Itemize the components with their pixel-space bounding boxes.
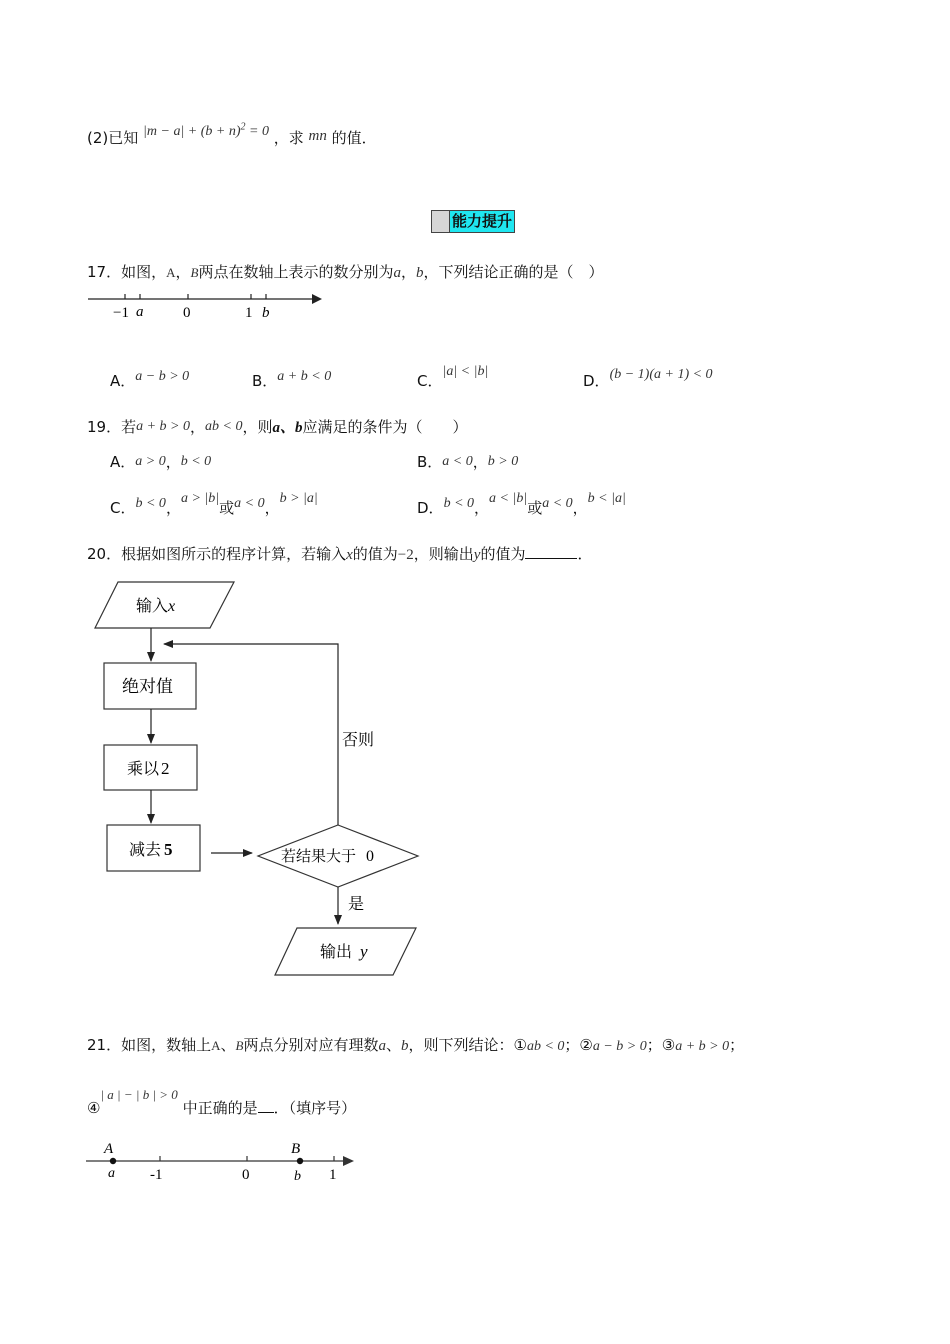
q19-option-a-sep: ， [165,453,181,471]
q21-label-a: a [108,1166,115,1181]
q21-stem-e: ．（填序号） [273,1099,357,1117]
q21-axis-arrow [343,1156,354,1166]
q21-var-b: b [400,1038,409,1054]
flow-output-label: 输出 [320,942,353,961]
flow-mult-label: 乘以 [127,759,160,778]
flow-input-label: 输入 [136,596,169,615]
q21-dun2: 、 [385,1036,401,1054]
q19-option-b-e2: b > 0 [487,454,519,469]
q19-option-c-sep1: ， [165,499,181,517]
q20-stem-d: 的值为 [480,545,526,563]
q19-stem-c: 应满足的条件为（ ） [302,418,468,436]
flow-cond-label: 若结果大于 [281,847,357,865]
q16-prefix: (2)已知 [87,129,139,147]
q20-var-y: y [473,547,481,563]
q21-cond1: ab < 0 [526,1039,565,1054]
q19-option-a-e2: b < 0 [180,454,212,469]
q16-exponent: 2 [240,121,246,133]
q17-label-b: b [262,305,270,321]
q19-option-c-e4: b > |a| [279,491,318,506]
q21-number-line [84,1138,360,1184]
q17-option-a-expr: a − b > 0 [135,369,190,384]
q19-option-b-e1: a < 0 [442,454,473,469]
q19-stem-b: ，则 [242,418,273,436]
q19-option-c-e1: b < 0 [135,496,166,511]
q19-option-a-letter: A． [110,453,136,471]
q19-cond1: a + b > 0 [136,419,190,434]
q17-option-c-letter: C． [417,372,443,390]
q16-mid: ，求 [273,129,304,147]
q21-var-a: a [378,1038,386,1054]
flow-mult-num: 2 [161,759,170,778]
q17-sep1: ， [175,263,191,281]
q21-stem-a: 21．如图，数轴上 [87,1036,212,1054]
q19-sep: ， [190,418,206,436]
section-title: 能力提升 [452,212,513,230]
q19-option-d-or: 或 [527,499,543,517]
q17-label-a: a [136,304,144,320]
q19-option-c-e2: a > |b| [180,491,220,506]
q20-var-x: x [346,547,353,563]
q19-option-b-sep: ， [472,453,488,471]
q20-stem-e: ． [577,545,593,563]
q21-label-b: b [294,1169,301,1184]
q17-point-A: A [166,265,176,280]
q17-label-neg1: −1 [113,305,129,321]
q16-equation-main: |m − a| + (b + n) [143,124,241,139]
q17-label-1: 1 [245,305,253,321]
q17-stem-c: ，下列结论正确的是（ ） [423,263,604,281]
q21-label-neg1: -1 [150,1167,163,1183]
flow-sub-num: 5 [164,840,173,859]
q21-label-0: 0 [242,1167,250,1183]
q19-option-c-e3: a < 0 [234,496,265,511]
q20-stem-b: 的值为 [352,545,398,563]
q20-stem-c: ，则输出 [413,545,474,563]
q21-cond3: a + b > 0 [675,1039,730,1054]
q19-option-c-or: 或 [219,499,235,517]
q17-var-b: b [415,265,424,281]
q19-option-a-e1: a > 0 [135,454,166,469]
q19-ab: a、b [272,420,303,436]
q16-equation-tail: = 0 [245,124,269,139]
q19-option-d-letter: D． [417,499,444,517]
q17-option-b-expr: a + b < 0 [277,369,332,384]
q19-option-d-e1: b < 0 [443,496,475,511]
q21-stem-line2 [87,1087,357,1118]
q21-s2: ；③ [646,1036,676,1054]
flow-abs-label: 绝对值 [122,677,173,697]
flow-cond-num: 0 [366,848,374,865]
q21-label-1: 1 [329,1167,337,1183]
q20-value: −2 [397,547,414,563]
q21-stem-d: 中正确的是 [182,1099,258,1117]
flow-sub-label: 减去 [129,840,162,859]
q21-s3: ； [729,1036,745,1054]
q17-option-b-letter: B． [252,372,278,390]
q21-answer-blank[interactable] [258,1100,274,1113]
q19-option-d-sep1: ， [474,499,490,517]
flow-input-var: x [168,598,176,615]
q17-sep2: ， [400,263,416,281]
q19-option-b-letter: B． [417,453,443,471]
q19-cond2: ab < 0 [205,419,243,434]
q19-option-d-e3: a < 0 [542,496,573,511]
q21-point-A-dot [110,1158,116,1164]
q19-option-d-e4: b < |a| [587,491,626,506]
flow-no-label: 否则 [342,730,375,749]
flow-yes-label: 是 [348,894,365,913]
q17-option-d-letter: D． [583,372,610,390]
flow-output-var: y [360,942,368,961]
q16-var: mn [308,128,327,144]
q21-cond4: | a | − | b | > 0 [100,1087,178,1102]
q21-stem-b: 两点分别对应有理数 [243,1036,379,1054]
q21-dun: 、 [220,1036,236,1054]
q16-suffix: 的值． [331,129,377,147]
q17-stem-b: 两点在数轴上表示的数分别为 [198,263,394,281]
q21-c4-prefix: ④ [87,1099,101,1117]
q21-point-B: B [235,1038,244,1053]
q19-option-c-sep2: ， [264,499,280,517]
q17-label-0: 0 [183,305,191,321]
q19-option-c-letter: C． [110,499,136,517]
q19-option-d-sep2: ， [572,499,588,517]
q17-point-B: B [190,265,199,280]
q17-stem-a: 17．如图， [87,263,167,281]
q21-cond2: a − b > 0 [592,1039,647,1054]
q21-point-B-dot [297,1158,303,1164]
q17-option-a-letter: A． [110,372,136,390]
q21-s1: ；② [564,1036,593,1054]
q21-label-A: A [104,1141,114,1157]
q21-stem-line1 [87,1034,744,1055]
q21-point-A: A [211,1038,221,1053]
q19-option-d-e2: a < |b| [489,491,528,506]
q19-stem-a: 19．若 [87,418,137,436]
q21-stem-c: ，则下列结论：① [408,1036,527,1054]
q17-option-d-expr: (b − 1)(a + 1) < 0 [609,367,713,382]
q20-stem-a: 20．根据如图所示的程序计算，若输入 [87,545,347,563]
q17-var-a: a [393,265,401,281]
q21-label-B: B [291,1141,301,1157]
q17-option-c-expr: |a| < |b| [442,364,489,379]
